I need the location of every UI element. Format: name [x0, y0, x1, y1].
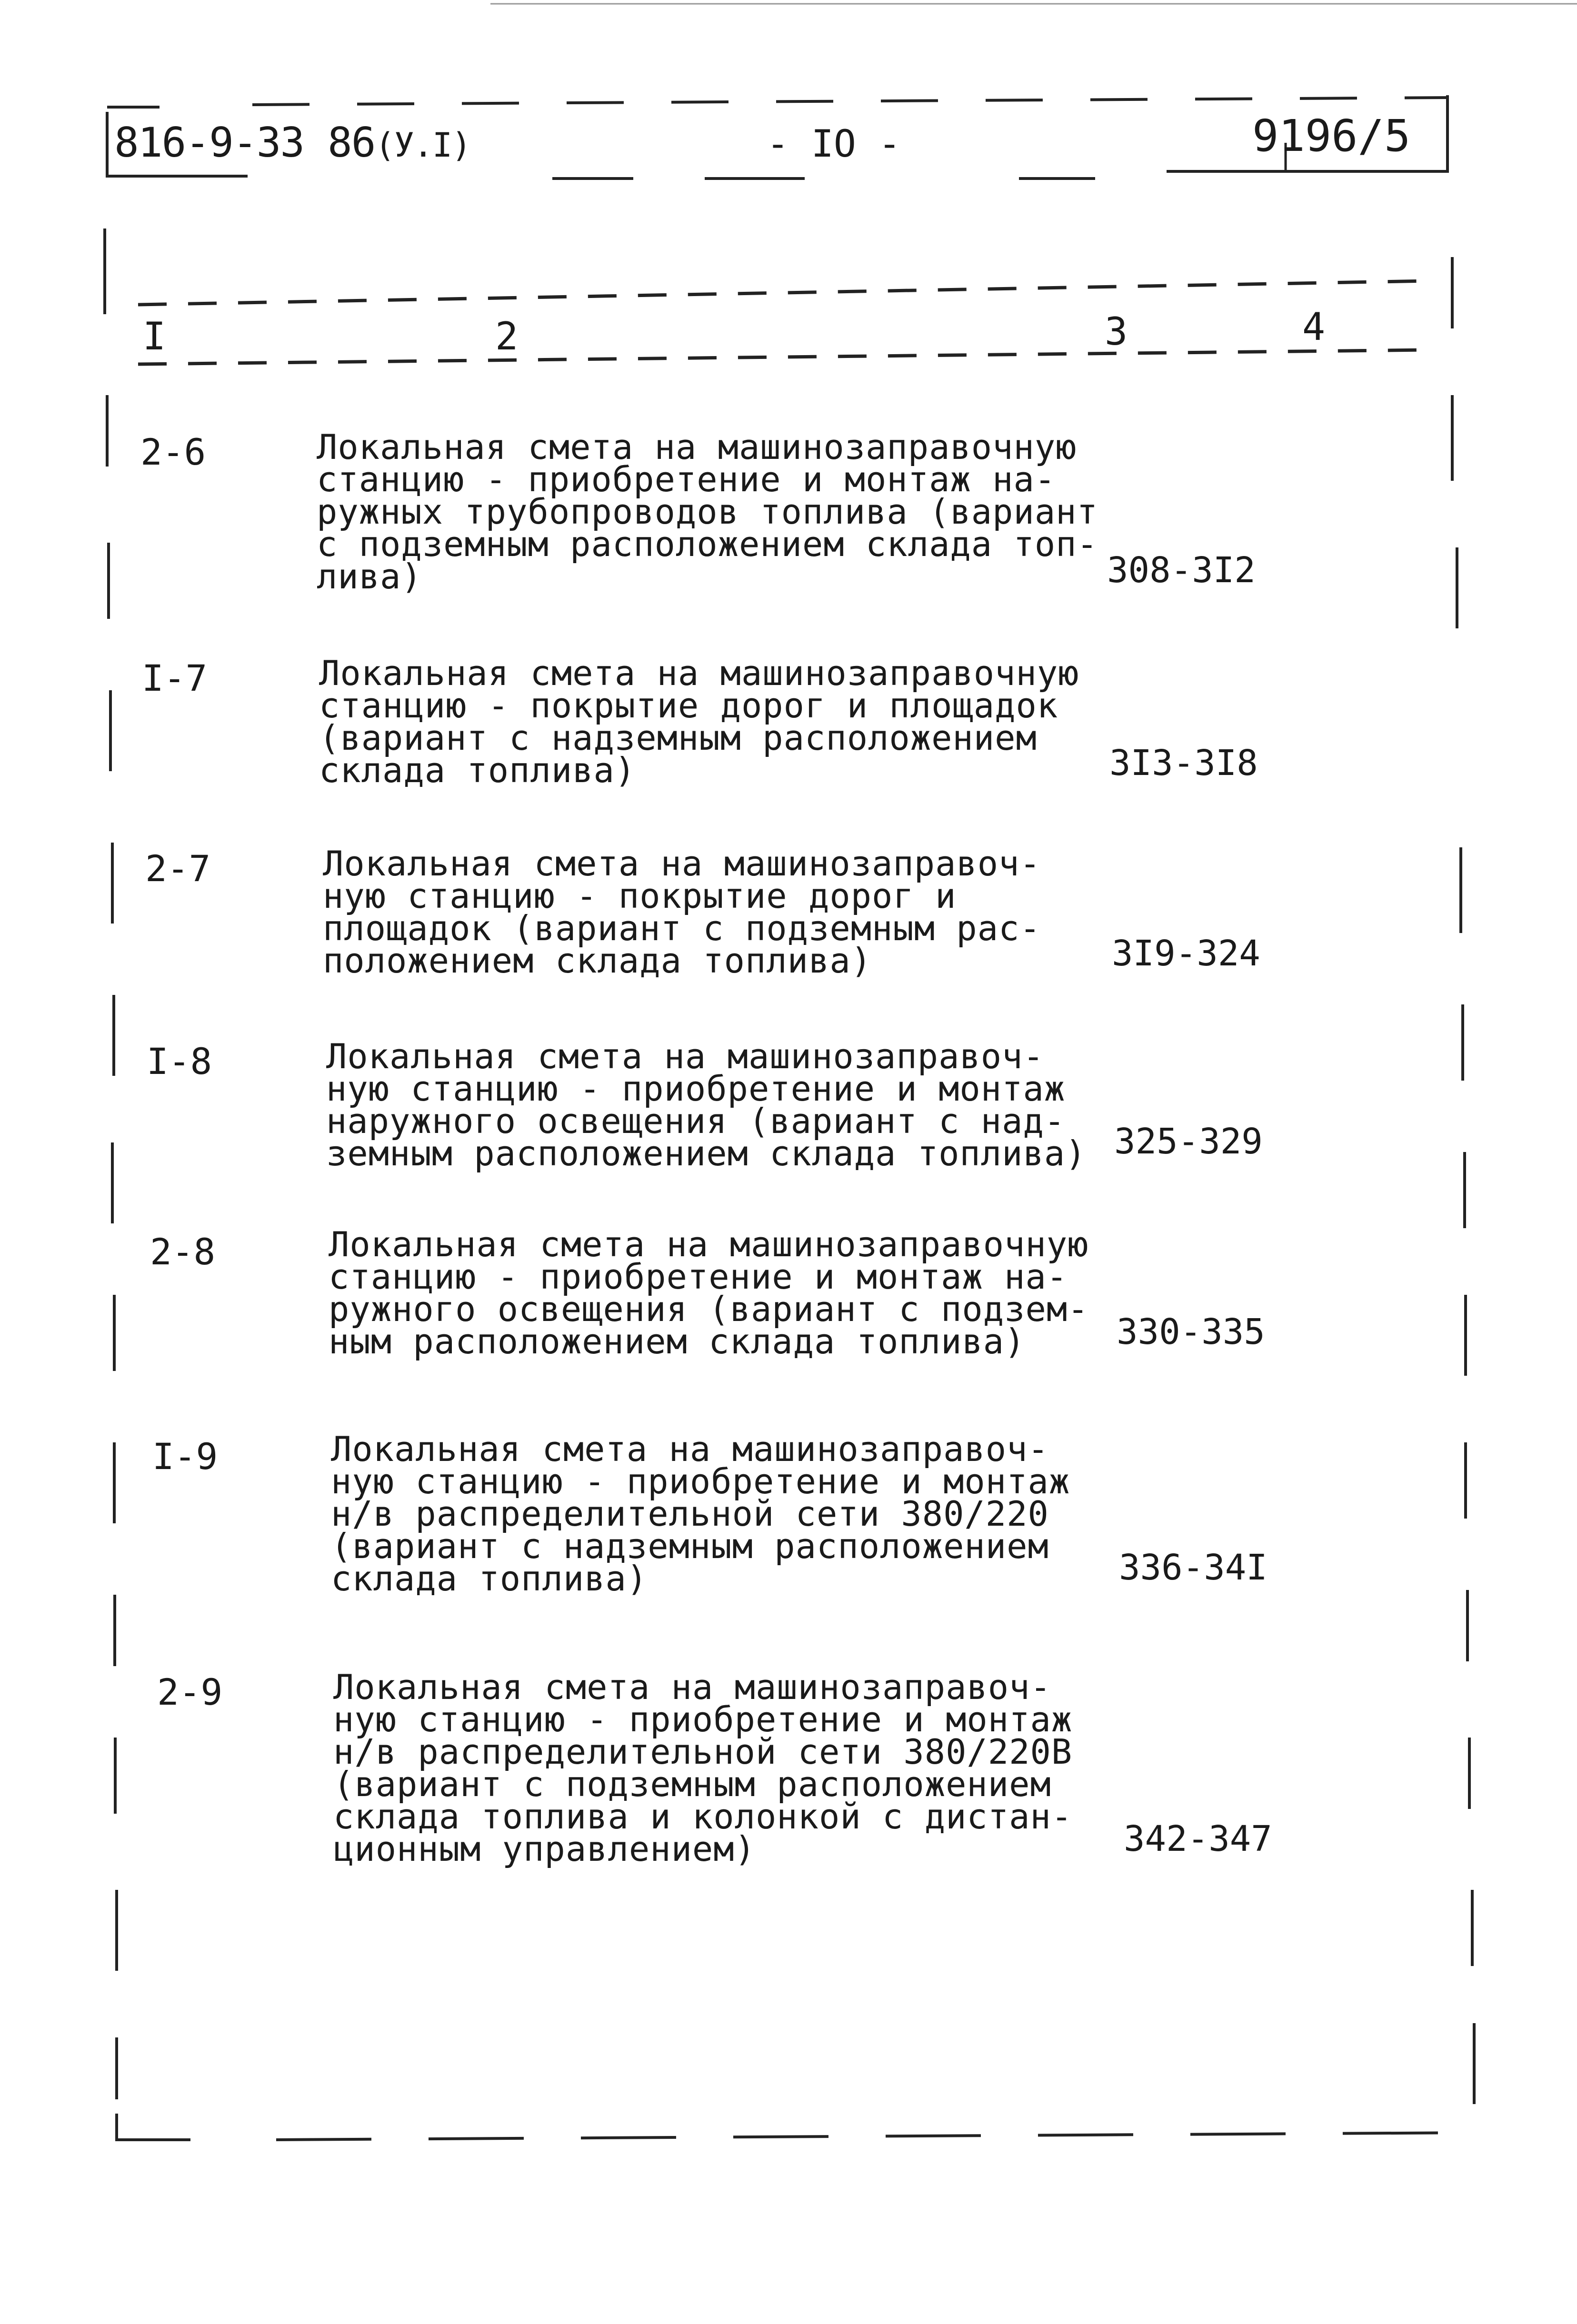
description-line: лива): [317, 556, 422, 596]
document-code-suffix: (У.I): [375, 126, 471, 165]
row-number: 2-6: [140, 431, 206, 473]
row-pages: 342-347: [1124, 1818, 1272, 1859]
description-line: станцию - приобретение и монтаж на-: [329, 1257, 1068, 1297]
sheet-number: 9196/5: [1252, 110, 1411, 161]
row-pages: 336-34I: [1119, 1547, 1268, 1588]
row-pages: 3I3-3I8: [1109, 743, 1258, 784]
description-line: ционным управлением): [333, 1829, 756, 1869]
column-number-2: 2: [495, 314, 519, 358]
description-line: ную станцию - приобретение и монтаж: [331, 1461, 1070, 1501]
description-line: наружного освещения (вариант с над-: [326, 1101, 1066, 1141]
row-pages: 325-329: [1114, 1121, 1263, 1162]
row-description: [319, 653, 1079, 790]
description-line: площадок (вариант с подземным рас-: [323, 908, 1041, 948]
row-number: 2-8: [150, 1231, 216, 1273]
description-line: с подземным расположением склада топ-: [317, 524, 1098, 564]
row-number: 2-9: [157, 1671, 223, 1713]
page-number: - IO -: [767, 123, 901, 166]
column-number-1: I: [143, 314, 166, 358]
description-line: (вариант с надземным расположением: [319, 718, 1037, 758]
description-line: станцию - приобретение и монтаж на-: [317, 459, 1056, 499]
row-pages: 330-335: [1117, 1311, 1265, 1352]
description-line: Локальная смета на машинозаправоч-: [326, 1036, 1044, 1076]
row-description: [331, 1429, 1070, 1599]
row-description: [333, 1667, 1073, 1869]
description-line: н/в распределительной сети 380/220В: [333, 1732, 1073, 1772]
row-pages: 3I9-324: [1112, 933, 1260, 974]
row-description: [326, 1036, 1087, 1173]
description-line: Локальная смета на машинозаправоч-: [331, 1429, 1049, 1469]
row-number: 2-7: [145, 847, 211, 890]
description-line: ружного освещения (вариант с подзем-: [329, 1289, 1089, 1329]
row-number: I-8: [147, 1040, 212, 1083]
document-code-main: 816-9-33 86: [114, 119, 375, 167]
description-line: ную станцию - покрытие дорог и: [323, 876, 957, 916]
description-line: склада топлива): [331, 1559, 648, 1599]
description-line: земным расположением склада топлива): [326, 1133, 1087, 1173]
description-line: ную станцию - приобретение и монтаж: [326, 1069, 1066, 1109]
description-line: (вариант с надземным расположением: [331, 1526, 1049, 1566]
description-line: ным расположением склада топлива): [329, 1321, 1026, 1361]
row-description: [323, 844, 1041, 981]
row-description: [317, 427, 1098, 596]
column-number-3: 3: [1105, 309, 1128, 354]
column-number-4: 4: [1302, 305, 1326, 349]
description-line: Локальная смета на машинозаправоч-: [333, 1667, 1051, 1707]
description-line: Локальная смета на машинозаправочную: [329, 1224, 1089, 1264]
row-pages: 308-3I2: [1107, 550, 1256, 591]
description-line: ружных трубопроводов топлива (вариант: [317, 492, 1098, 532]
description-line: Локальная смета на машинозаправочную: [319, 653, 1079, 693]
description-line: Локальная смета на машинозаправочную: [317, 427, 1077, 467]
description-line: положением склада топлива): [323, 941, 872, 981]
description-line: н/в распределительной сети 380/220: [331, 1494, 1049, 1534]
description-line: ную станцию - приобретение и монтаж: [333, 1699, 1073, 1739]
description-line: (вариант с подземным расположением: [333, 1764, 1051, 1804]
description-line: станцию - покрытие дорог и площадок: [319, 685, 1058, 725]
description-line: склада топлива и колонкой с дистан-: [333, 1797, 1073, 1837]
row-number: I-9: [152, 1435, 218, 1478]
description-line: Локальная смета на машинозаправоч-: [323, 844, 1041, 884]
row-number: I-7: [142, 657, 208, 699]
row-description: [329, 1224, 1089, 1361]
document-code: [114, 119, 470, 167]
description-line: склада топлива): [319, 750, 636, 790]
